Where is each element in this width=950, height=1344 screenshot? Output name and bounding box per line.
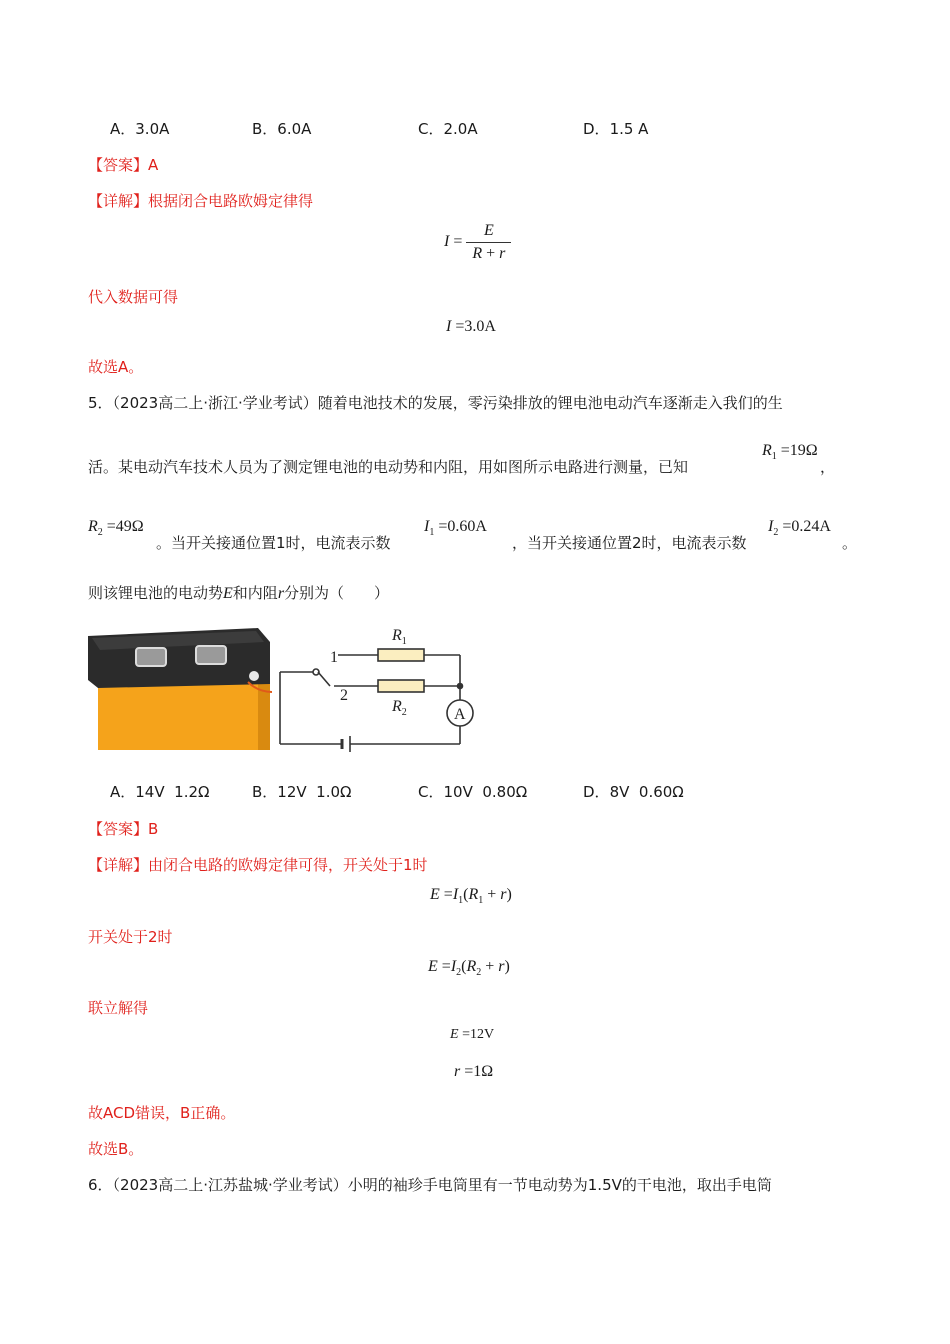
q5-option-c[interactable]: C．10V 0.80Ω	[418, 783, 528, 801]
q5-conclusion: 故选B。	[88, 1140, 144, 1158]
q5-equation-2: $E =I_2(R_2 + r)$	[428, 958, 510, 978]
q5-detail: 【详解】由闭合电路的欧姆定律可得，开关处于1时	[88, 856, 428, 874]
q5-stem-line-4: 则该锂电池的电动势E和内阻r分别为（ ）	[88, 584, 390, 602]
battery-pack-image	[88, 628, 272, 750]
switch-position-2-label: 2	[340, 687, 348, 704]
q4-detail: 【详解】根据闭合电路欧姆定律得	[88, 192, 314, 210]
q5-answer: 【答案】B	[88, 820, 159, 838]
q5-stem-line-2: 活。某电动汽车技术人员为了测定锂电池的电动势和内阻，用如图所示电路进行测量，已知	[88, 458, 689, 476]
q5-equation-1: $E =I_1(R_1 + r)$	[430, 886, 512, 906]
battery-circuit-diagram	[88, 622, 478, 754]
q5-r2-value: $R_2 =49\Omega$	[88, 518, 144, 538]
q5-option-d[interactable]: D．8V 0.60Ω	[583, 783, 684, 801]
q5-i2-value: $I_2 =0.24A$	[768, 518, 831, 538]
q5-stem-line-3c: 。	[842, 534, 858, 552]
q5-stem-line-3a: 。当开关接通位置1时，电流表示数	[156, 534, 391, 552]
q5-result-e: E =12V	[450, 1027, 495, 1042]
q5-figure	[88, 622, 478, 754]
fraction: $\frac{E}{R + r}$	[466, 222, 511, 263]
q4-option-b[interactable]: B．6.0A	[252, 120, 312, 138]
q5-wrong-options: 故ACD错误，B正确。	[88, 1104, 236, 1122]
q5-i1-value: $I_1 =0.60A$	[424, 518, 487, 538]
q4-option-a[interactable]: A．3.0A	[110, 120, 170, 138]
q4-equation-1: I = $\frac{E}{R + r}$	[444, 222, 511, 263]
q5-solve-text: 联立解得	[88, 999, 149, 1017]
circuit-schematic	[280, 649, 473, 752]
q4-answer: 【答案】A	[88, 156, 159, 174]
q5-comma: ，	[820, 458, 836, 476]
r1-label: $R_1$	[392, 627, 407, 647]
q5-stem-line-1: 5．（2023高二上·浙江·学业考试）随着电池技术的发展，零污染排放的锂电池电动汽车逐渐走入我们的生	[88, 394, 783, 412]
q4-conclusion: 故选A。	[88, 358, 144, 376]
q5-option-a[interactable]: A．14V 1.2Ω	[110, 783, 210, 801]
q5-r1-value: $R_1 =19\Omega$	[762, 442, 818, 462]
q4-equation-2: I =3.0A	[446, 318, 496, 335]
q5-option-b[interactable]: B．12V 1.0Ω	[252, 783, 352, 801]
q5-stem-line-3b: ，当开关接通位置2时，电流表示数	[512, 534, 747, 552]
q4-option-c[interactable]: C．2.0A	[418, 120, 478, 138]
q5-result-r: r =1Ω	[454, 1063, 494, 1080]
q4-substitute-text: 代入数据可得	[88, 288, 179, 306]
q4-option-d[interactable]: D．1.5 A	[583, 120, 649, 138]
r2-label: $R_2$	[392, 698, 407, 718]
q5-switch2-text: 开关处于2时	[88, 928, 173, 946]
switch-position-1-label: 1	[330, 649, 338, 666]
q6-stem-line-1: 6．（2023高二上·江苏盐城·学业考试）小明的袖珍手电筒里有一节电动势为1.5V的干电池，取出手电筒	[88, 1176, 772, 1194]
ammeter-label: A	[454, 706, 466, 723]
